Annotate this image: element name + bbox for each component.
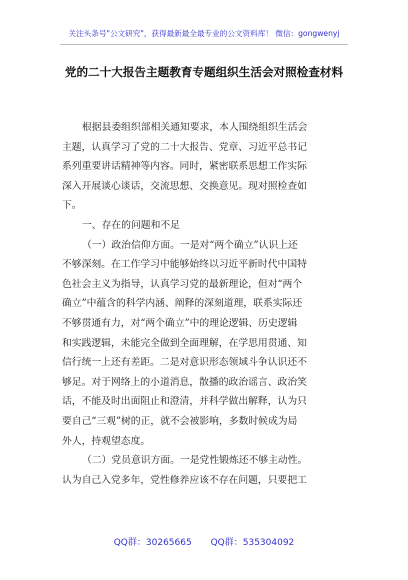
footer: [0, 535, 408, 548]
body-line: 色社会主义为指导，认真学习党的最新理论，但对“两个: [62, 278, 303, 290]
body-line: 主题，认真学习了党的二十大报告、党章、习近平总书记: [62, 141, 307, 153]
body-line: 一、存在的问题和不足: [82, 219, 180, 231]
body-line: 外人，持观望态度。: [62, 435, 151, 447]
body-line: 信行统一上还有差距。二是对意识形态领域斗争认识还不: [62, 357, 307, 369]
header-divider: [60, 44, 348, 45]
body-line: 系列重要讲话精神等内容。同时，紧密联系思想工作实际: [62, 161, 307, 173]
body-line: 根据县委组织部相关通知要求，本人围绕组织生活会: [82, 122, 308, 133]
body-line: 够足。对于网络上的小道消息，散播的政治谣言、政治笑: [62, 376, 307, 388]
body-line: 不够贯通有力，对“两个确立”中的理论逻辑、历史逻辑: [62, 317, 298, 329]
body-line: （二）党员意识方面。一是党性锻炼还不够主动性。: [82, 455, 308, 467]
body-line: （一）政治信仰方面。一是对“两个确立”认识上还: [82, 239, 298, 251]
body-line: 认为自己入党多年，党性修养应该不存在问题，只要把工: [62, 474, 307, 486]
header-note: 关注头条号"公文研究"，获得最新最全最专业的公文资料库！ 微信：gongwenyj: [68, 29, 340, 38]
body-line: 要自己“三观”树的正，就不会被影响，多数时候成为局: [62, 415, 298, 427]
body-line: 话，不能及时出面阻止和澄清，并科学做出解释，认为只: [62, 396, 307, 408]
body-line: 下。: [62, 200, 82, 212]
footer-qq-group-2: QQ群：535304092: [210, 538, 295, 548]
body-line: 不够深刻。在工作学习中能够始终以习近平新时代中国特: [62, 259, 307, 271]
document-title: 党的二十大报告主题教育专题组织生活会对照检查材料: [64, 65, 344, 79]
footer-qq-group-1: QQ群：30265665: [113, 538, 192, 548]
body-line: 和实践逻辑，未能完全做到全面理解，在学思用贯通、知: [62, 337, 307, 349]
document-body: [62, 118, 348, 490]
body-line: 深入开展谈心谈话，交流思想、交换意见。现对照检查如: [62, 180, 307, 192]
body-line: 确立”中蕴含的科学内涵、阐释的深刻道理，联系实际还: [62, 298, 303, 310]
